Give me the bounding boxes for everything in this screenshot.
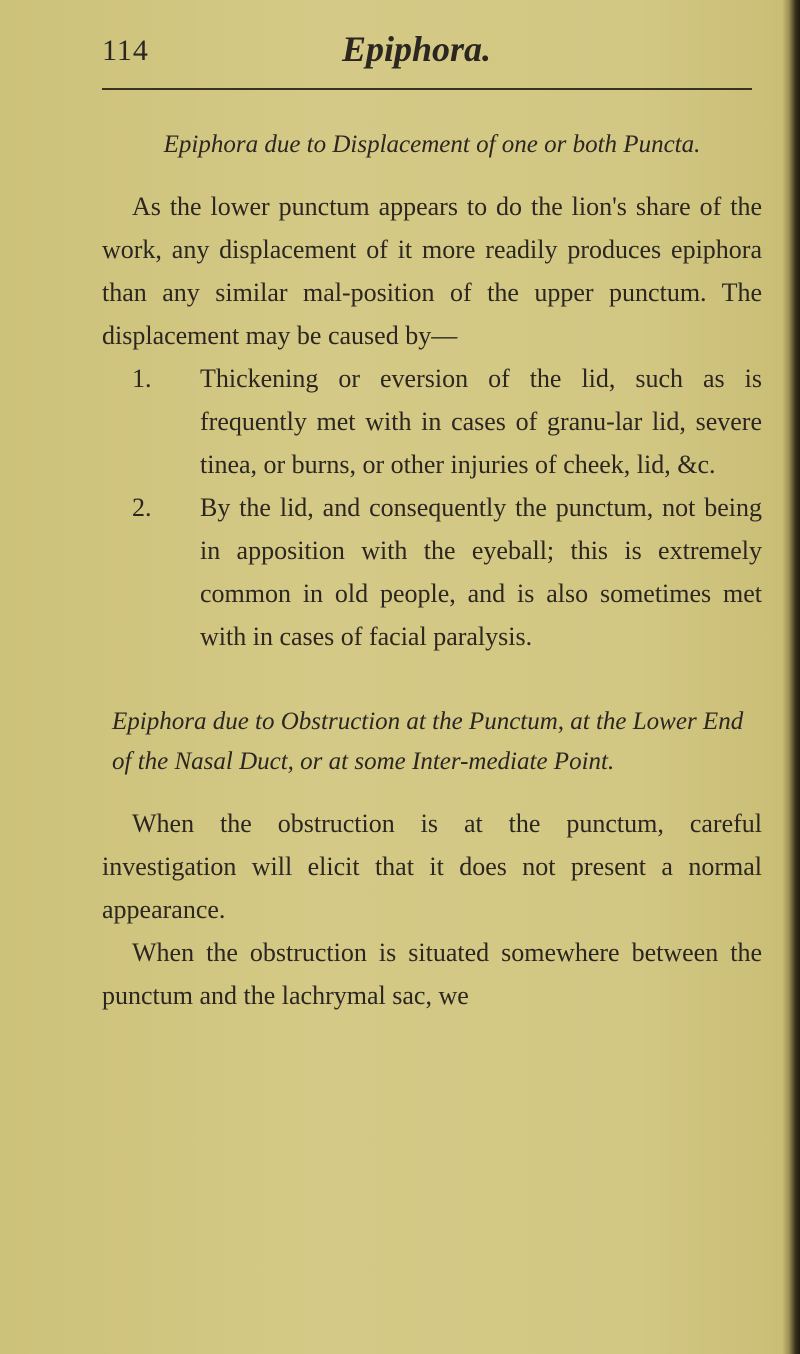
list-item [102,486,762,658]
section-heading-obstruction: Epiphora due to Obstruction at the Punctum, at the Lower End of the Nasal Duct, or at some Inter-mediate Point. [112,708,744,775]
paragraph-obstruction-sac: When the obstruction is situated somewhere between the punctum and the lachrymal sac, we [102,938,762,1010]
list-number: 1. [132,364,152,393]
paragraph-displacement-intro: As the lower punctum appears to do the lion's share of the work, any displacement of it more readily produces epiphora than any similar mal-position of the upper punctum. The displacement may be caused by— [102,192,762,350]
list-number: 2. [132,493,152,522]
running-title: Epiphora. [342,29,492,69]
page-number: 114 [102,34,149,67]
page-header [102,28,762,78]
list-text: Thickening or eversion of the lid, such as is frequently met with in cases of granu-lar lid, severe tinea, or burns, or other injuries of cheek, lid, &c. [200,364,762,479]
list-item [102,357,762,486]
section-heading-displacement: Epiphora due to Displacement of one or both Puncta. [163,131,701,158]
header-rule [102,88,752,90]
list-text: By the lid, and consequently the punctum, not being in apposition with the eyeball; this is extremely common in old people, and is also sometimes met with in cases of facial paralysis. [200,493,762,651]
page-body [102,125,762,1017]
page-binding-shadow [782,0,800,1354]
paragraph-obstruction-punctum: When the obstruction is at the punctum, careful investigation will elicit that it does not present a normal appearance. [102,809,762,924]
